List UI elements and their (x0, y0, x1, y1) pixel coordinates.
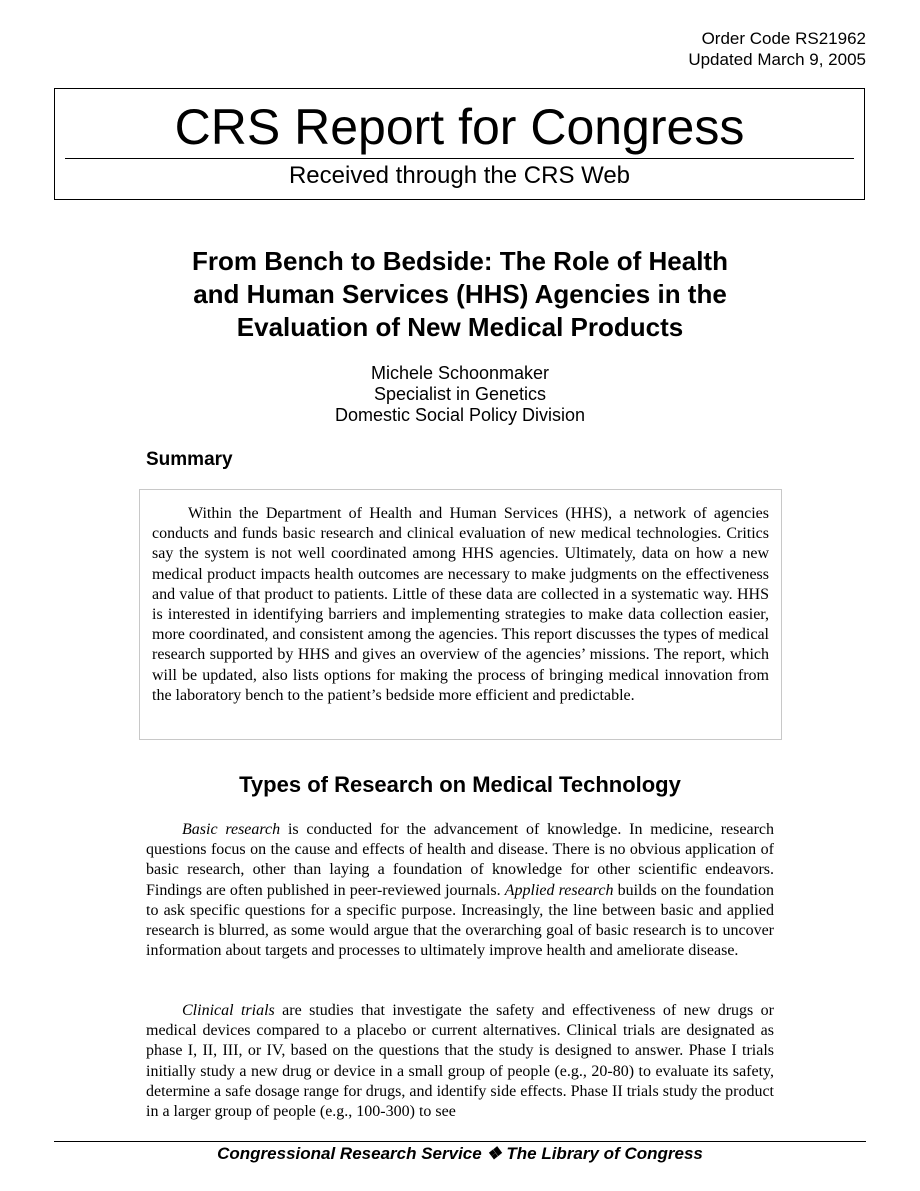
term-basic-research: Basic research (182, 821, 281, 838)
author-name: Michele Schoonmaker (370, 363, 550, 383)
footer-text: Congressional Research Service ❖ The Library of Congress (217, 1144, 703, 1163)
term-clinical-trials: Clinical trials (182, 1002, 275, 1019)
summary-text: Within the Department of Health and Human Services (HHS), a network of agencies conducts and funds basic research and clinical evaluation of new medical technologies. Critics say the system is not well coordinated among HHS agencies. Ultimately, data on how a new medical product impacts health outcomes are necessary to make judgments on the effectiveness and value of that product to patients. Little of these data are collected in a systematic way. HHS is interested in identifying barriers and implementing strategies to make data collection easier, more coordinated, and consistent among the agencies. This report discusses the types of medical research supported by HHS and gives an overview of the agencies’ missions. The report, which will be updated, also lists options for making the process of bringing medical innovation from the laboratory bench to the patient’s bedside more efficient and predictable. (152, 505, 769, 704)
paragraph-basic-research-text-a: is conducted for the advancement of knowledge. In medicine, research questions focus on the cause and effects of health and disease. There is no obvious application of basic research, other than laying a foundation of knowledge for other scientific endeavors. Findings are often published in peer-reviewed journals. (146, 821, 775, 899)
updated-date: Updated March 9, 2005 (688, 50, 866, 69)
banner-title: CRS Report for Congress (174, 99, 745, 155)
author-division: Domestic Social Policy Division (334, 405, 586, 425)
term-applied-research: Applied research (504, 881, 614, 899)
report-banner (54, 88, 865, 200)
title-line-3: Evaluation of New Medical Products (236, 312, 684, 342)
paragraph-basic-research-text-b: builds on the foundation to ask specific questions for a specific purpose. Increasingly, the line between basic and applied research is blurred, as some would argue that the overarching goal of basic research is to uncover information about targets and processes to ultimately improve health and ameliorate disease. (146, 881, 774, 960)
paragraph-clinical-trials (146, 1001, 774, 1122)
author-block (140, 363, 780, 426)
footer-divider (54, 1141, 866, 1142)
section-heading: Types of Research on Medical Technology (239, 772, 681, 797)
banner-subtitle: Received through the CRS Web (288, 162, 631, 189)
title-line-2: and Human Services (HHS) Agencies in the (193, 279, 727, 309)
order-info (688, 28, 866, 70)
summary-box (139, 489, 782, 740)
summary-heading: Summary (146, 449, 233, 470)
paragraph-basic-research (146, 820, 774, 961)
order-code: Order Code RS21962 (701, 29, 866, 48)
title-line-1: From Bench to Bedside: The Role of Health (192, 246, 728, 276)
banner-divider (65, 158, 854, 159)
paragraph-clinical-trials-text: are studies that investigate the safety and effectiveness of new drugs or medical devices compared to a placebo or current alternatives. Clinical trials are designated as phase I, II, III, or IV, based on the questions that the study is designed to answer. Phase I trials initially study a new drug or device in a small group of people (e.g., 20-80) to evaluate its safety, determine a safe dosage range for drugs, and identify side effects. Phase II trials study the product in a larger group of people (e.g., 100-300) to see (146, 1002, 775, 1121)
author-title: Specialist in Genetics (373, 384, 547, 404)
report-title (140, 245, 780, 344)
